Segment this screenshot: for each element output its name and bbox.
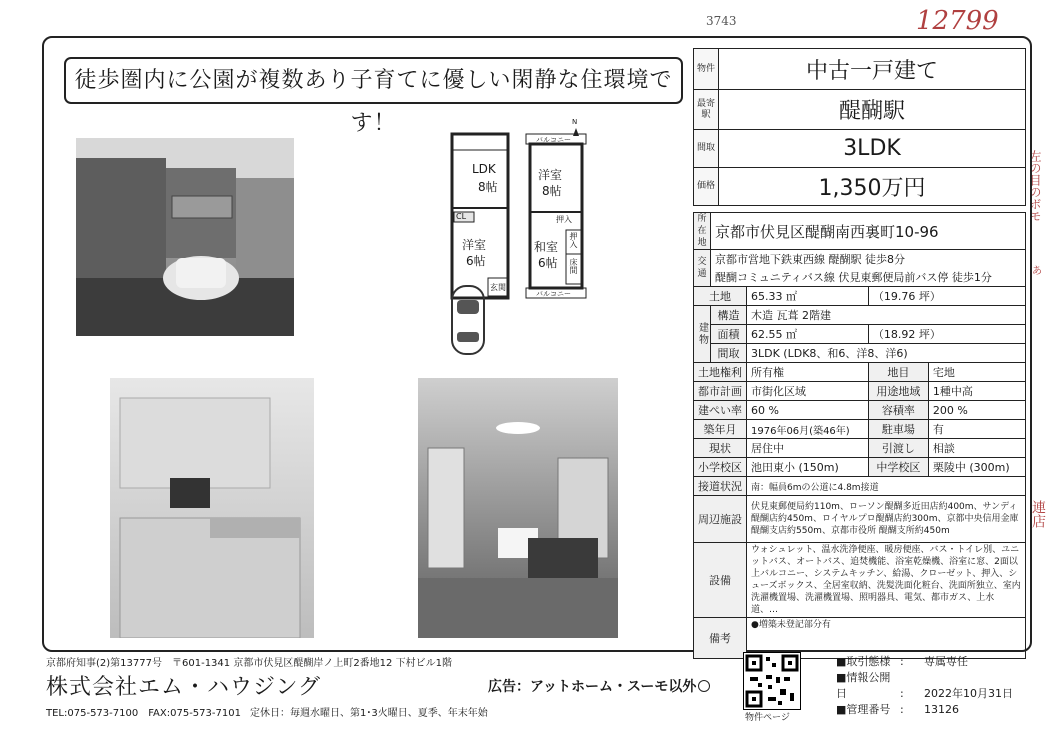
- handwritten-note-right-2: あ: [1032, 266, 1042, 277]
- mgmt-value: 13126: [924, 703, 959, 716]
- road-label: 接道状況: [694, 477, 747, 496]
- room-ldk-size: 8帖: [478, 180, 498, 194]
- mgmt-label: ■管理番号: [836, 703, 891, 716]
- ad-notice-text: 広告：アットホーム・スーモ以外: [488, 679, 697, 695]
- floor-area-label: 面積: [711, 325, 747, 344]
- bukken-label: 物件: [694, 49, 719, 90]
- facilities-value: 伏見東郵便局約110m、ローソン醍醐多近田店約400m、サンディ醍醐店約450m、ロイヤルプロ醍醐店約300m、京都中央信用金庫 醍醐支店約550m、京都市役所 醍醐支所約450m: [747, 496, 1026, 543]
- room-yoshitsu-upper-size: 8帖: [542, 184, 562, 198]
- holidays: 定休日：毎週水曜日、第1･3火曜日、夏季、年末年始: [250, 708, 488, 719]
- room-genkan: 玄関: [490, 283, 506, 292]
- floor-area-value: 62.55 ㎡: [747, 325, 869, 344]
- facilities-label: 周辺施設: [694, 496, 747, 543]
- status-value: 居住中: [747, 439, 869, 458]
- junior-school-value: 栗陵中 (300m): [928, 458, 1025, 477]
- location-value: 京都市伏見区醍醐南西裏町10-96: [711, 213, 1026, 250]
- handwritten-note-lower: 連店: [1030, 500, 1046, 528]
- land-area: 65.33 ㎡: [747, 287, 869, 306]
- living-room-photo: [418, 378, 618, 638]
- circle-mark-icon: [698, 680, 710, 692]
- deal-info: [836, 654, 1013, 718]
- room-washitsu-size: 6帖: [538, 256, 558, 270]
- updated-label: ■情報公開日: [836, 671, 891, 700]
- qr-code[interactable]: [743, 652, 801, 710]
- details-table: [693, 212, 1026, 659]
- deal-label: ■取引態様: [836, 655, 891, 668]
- price-label: 価格: [694, 168, 719, 206]
- handwritten-note-right: 左の目のボモ: [1028, 150, 1042, 222]
- zoning-value: 1種中高: [928, 382, 1025, 401]
- tel-fax: TEL:075-573-7100 FAX:075-573-7101: [46, 708, 241, 719]
- summary-table: [693, 48, 1026, 206]
- parking-label: 駐車場: [868, 420, 928, 439]
- junior-school-label: 中学校区: [868, 458, 928, 477]
- car-illustration: [448, 284, 488, 356]
- equipment-value: ウォシュレット、温水洗浄便座、暖房便座、バス・トイレ別、ユニットバス、オートバス、追焚機能、浴室乾燥機、浴室に窓、2面以上バルコニー、システムキッチン、給湯、クローゼット、押入、シューズボックス、全居室収納、洗髪洗面化粧台、洗面所独立、室内洗濯機置場、洗濯機置場、照明器具、電気、都市ガス、上水道、…: [747, 543, 1026, 618]
- structure-value: 木造 瓦葺 2階建: [747, 306, 1026, 325]
- deal-colon: :: [900, 655, 904, 668]
- chimoku-value: 宅地: [928, 363, 1025, 382]
- structure-label: 構造: [711, 306, 747, 325]
- room-ldk: LDK: [472, 162, 496, 176]
- remarks-label: 備考: [694, 618, 747, 659]
- far-value: 200 %: [928, 401, 1025, 420]
- built-value: 1976年06月(築46年): [747, 420, 869, 439]
- equipment-label: 設備: [694, 543, 747, 618]
- city-plan-value: 市街化区域: [747, 382, 869, 401]
- floor-area-tsubo: （18.92 坪）: [868, 325, 1025, 344]
- transport-label: 交通: [694, 250, 711, 287]
- room-yoshitsu-lower-size: 6帖: [466, 254, 486, 268]
- room-yoshitsu-lower: 洋室: [462, 238, 487, 252]
- deal-row: [836, 654, 1013, 670]
- mgmt-colon: :: [900, 703, 904, 716]
- ad-notice: [488, 676, 710, 696]
- city-plan-label: 都市計画: [694, 382, 747, 401]
- road-value: 南：幅員6mの公道に4.8m接道: [747, 477, 1026, 496]
- remarks-value: ●増築未登記部分有: [747, 618, 1026, 659]
- room-oshiire-2: 押入: [569, 232, 578, 248]
- handwritten-number-left: 3743: [706, 14, 737, 28]
- madori-value: 3LDK: [719, 130, 1026, 168]
- updated-colon: :: [900, 687, 904, 700]
- location-label: 所在地: [694, 213, 711, 250]
- headline: 徒歩圏内に公園が複数あり子育てに優しい閑静な住環境です！: [64, 57, 683, 104]
- elem-school-label: 小学校区: [694, 458, 747, 477]
- room-yoshitsu-upper: 洋室: [538, 168, 563, 182]
- floor-plan: [442, 118, 592, 308]
- far-label: 容積率: [868, 401, 928, 420]
- parking-value: 有: [928, 420, 1025, 439]
- price-value: 1,350万円: [719, 168, 1026, 206]
- qr-caption: 物件ページ: [745, 713, 790, 723]
- station-label: 最寄駅: [694, 90, 719, 130]
- north-mark: N: [572, 118, 578, 126]
- handover-value: 相談: [928, 439, 1025, 458]
- land-tsubo: （19.76 坪）: [868, 287, 1025, 306]
- updated-row: [836, 670, 1013, 702]
- station-value: 醍醐駅: [719, 90, 1026, 130]
- land-right-label: 土地権利: [694, 363, 747, 382]
- room-balcony-top: バルコニー: [536, 136, 571, 144]
- room-closet: CL: [456, 212, 467, 221]
- transport-line-2: 醍醐コミュニティバス線 伏見東郵便局前バス停 徒歩1分: [711, 268, 1026, 287]
- room-balcony-bottom: バルコニー: [536, 290, 571, 298]
- madori-label: 間取: [694, 130, 719, 168]
- room-oshiire-1: 押入: [556, 215, 572, 224]
- status-label: 現状: [694, 439, 747, 458]
- land-label: 土地: [694, 287, 747, 306]
- exterior-photo: [76, 138, 294, 336]
- built-label: 築年月: [694, 420, 747, 439]
- bcr-value: 60 %: [747, 401, 869, 420]
- elem-school-value: 池田東小 (150m): [747, 458, 869, 477]
- mgmt-row: [836, 702, 1013, 718]
- room-washitsu: 和室: [534, 240, 559, 254]
- zoning-label: 用途地域: [868, 382, 928, 401]
- layout-label: 間取: [711, 344, 747, 363]
- room-tokonoma: 床間: [569, 258, 578, 274]
- bukken-value: 中古一戸建て: [719, 49, 1026, 90]
- bcr-label: 建ぺい率: [694, 401, 747, 420]
- kitchen-photo: [110, 378, 314, 638]
- land-right-value: 所有権: [747, 363, 869, 382]
- company-address: 〒601-1341 京都市伏見区醍醐岸ノ上町2番地12 下村ビル1階: [172, 658, 452, 669]
- company-name: 株式会社エム・ハウジング: [46, 675, 322, 700]
- chimoku-label: 地目: [868, 363, 928, 382]
- layout-value: 3LDK (LDK8、和6、洋8、洋6): [747, 344, 1026, 363]
- handover-label: 引渡し: [868, 439, 928, 458]
- updated-value: 2022年10月31日: [924, 687, 1013, 700]
- license-number: 京都府知事(2)第13777号: [46, 658, 162, 669]
- transport-line-1: 京都市営地下鉄東西線 醍醐駅 徒歩8分: [711, 250, 1026, 269]
- building-label: 建物: [694, 306, 711, 363]
- handwritten-number-right: 12799: [916, 6, 999, 36]
- deal-value: 専属専任: [924, 655, 968, 668]
